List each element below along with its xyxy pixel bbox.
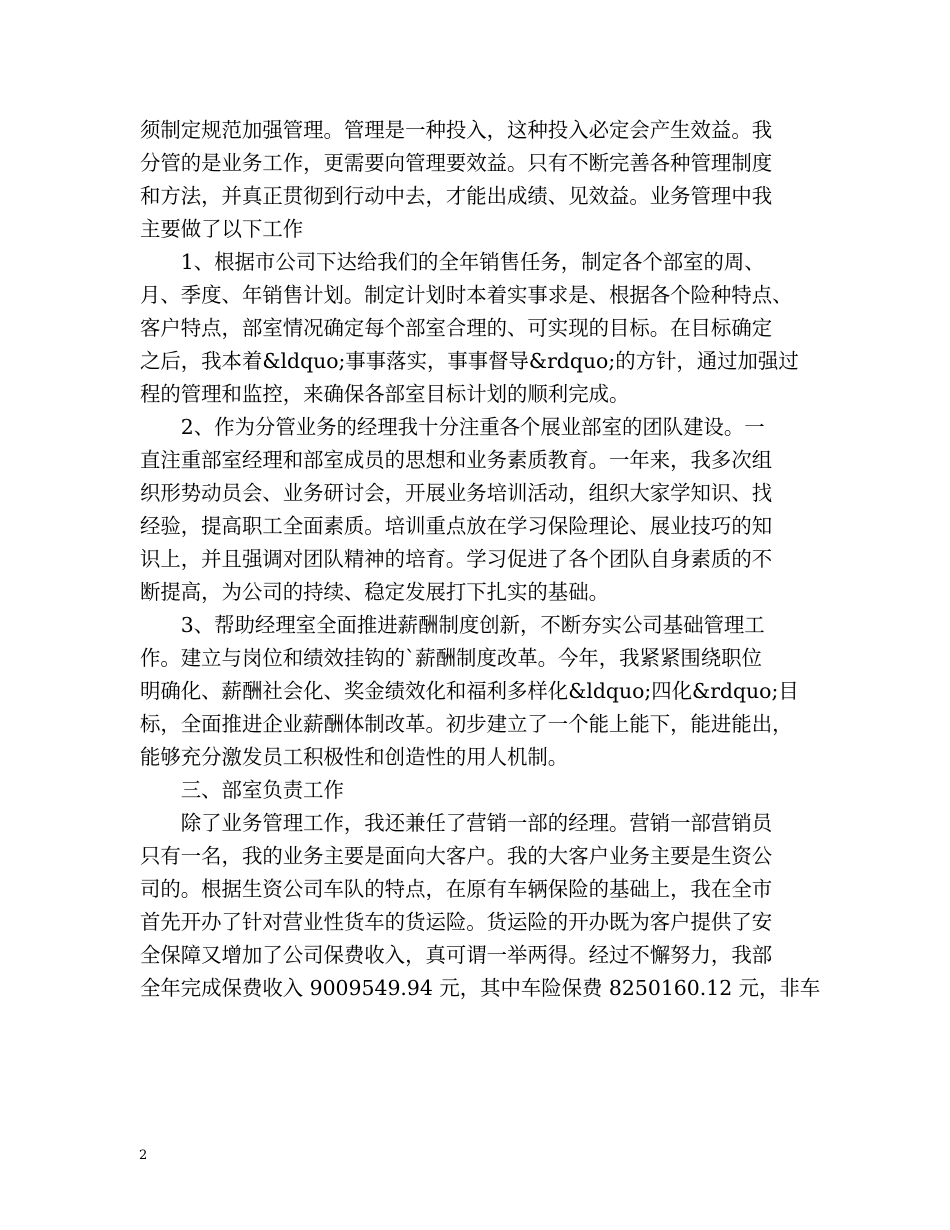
text-line: 三、部室负责工作 bbox=[140, 778, 344, 802]
text-line: 除了业务管理工作，我还兼任了营销一部的经理。营销一部营销员 bbox=[140, 811, 773, 835]
text-line: 之后，我本着&ldquo;事事落实，事事督导&rdquo;的方针，通过加强过 bbox=[140, 349, 799, 373]
text-line: 2、作为分管业务的经理我十分注重各个展业部室的团队建设。一 bbox=[140, 415, 765, 439]
text-line: 月、季度、年销售计划。制定计划时本着实事求是、根据各个险种特点、 bbox=[140, 283, 793, 307]
text-line: 程的管理和监控，来确保各部室目标计划的顺利完成。 bbox=[140, 382, 630, 406]
text-line: 明确化、薪酬社会化、奖金绩效化和福利多样化&ldquo;四化&rdquo;目 bbox=[140, 679, 799, 703]
text-line: 只有一名，我的业务主要是面向大客户。我的大客户业务主要是生资公 bbox=[140, 844, 773, 868]
text-line: 客户特点，部室情况确定每个部室合理的、可实现的目标。在目标确定 bbox=[140, 316, 773, 340]
text-line: 和方法，并真正贯彻到行动中去，才能出成绩、见效益。业务管理中我 bbox=[140, 184, 773, 208]
text-line: 司的。根据生资公司车队的特点，在原有车辆保险的基础上，我在全市 bbox=[140, 877, 773, 901]
text-line: 直注重部室经理和部室成员的思想和业务素质教育。一年来，我多次组 bbox=[140, 448, 773, 472]
text-line: 经验，提高职工全面素质。培训重点放在学习保险理论、展业技巧的知 bbox=[140, 514, 773, 538]
text-line: 全保障又增加了公司保费收入，真可谓一举两得。经过不懈努力，我部 bbox=[140, 943, 773, 967]
text-line: 首先开办了针对营业性货车的货运险。货运险的开办既为客户提供了安 bbox=[140, 910, 773, 934]
text-line: 断提高，为公司的持续、稳定发展打下扎实的基础。 bbox=[140, 580, 609, 604]
text-line: 识上，并且强调对团队精神的培育。学习促进了各个团队自身素质的不 bbox=[140, 547, 773, 571]
text-line: 全年完成保费收入 9009549.94 元，其中车险保费 8250160.12 元，非车 bbox=[140, 976, 821, 1000]
text-line: 主要做了以下工作 bbox=[140, 217, 304, 241]
body-text bbox=[140, 114, 830, 1005]
text-line: 分管的是业务工作，更需要向管理要效益。只有不断完善各种管理制度 bbox=[140, 151, 773, 175]
text-line: 标，全面推进企业薪酬体制改革。初步建立了一个能上能下，能进能出， bbox=[140, 712, 793, 736]
text-line: 须制定规范加强管理。管理是一种投入，这种投入必定会产生效益。我 bbox=[140, 118, 773, 142]
text-line: 作。建立与岗位和绩效挂钩的`薪酬制度改革。今年，我紧紧围绕职位 bbox=[140, 646, 762, 670]
text-line: 1、根据市公司下达给我们的全年销售任务，制定各个部室的周、 bbox=[140, 250, 765, 274]
page-number: 2 bbox=[139, 1148, 148, 1163]
text-line: 织形势动员会、业务研讨会，开展业务培训活动，组织大家学知识、找 bbox=[140, 481, 773, 505]
text-line: 能够充分激发员工积极性和创造性的用人机制。 bbox=[140, 745, 569, 769]
text-line: 3、帮助经理室全面推进薪酬制度创新，不断夯实公司基础管理工 bbox=[140, 613, 765, 637]
